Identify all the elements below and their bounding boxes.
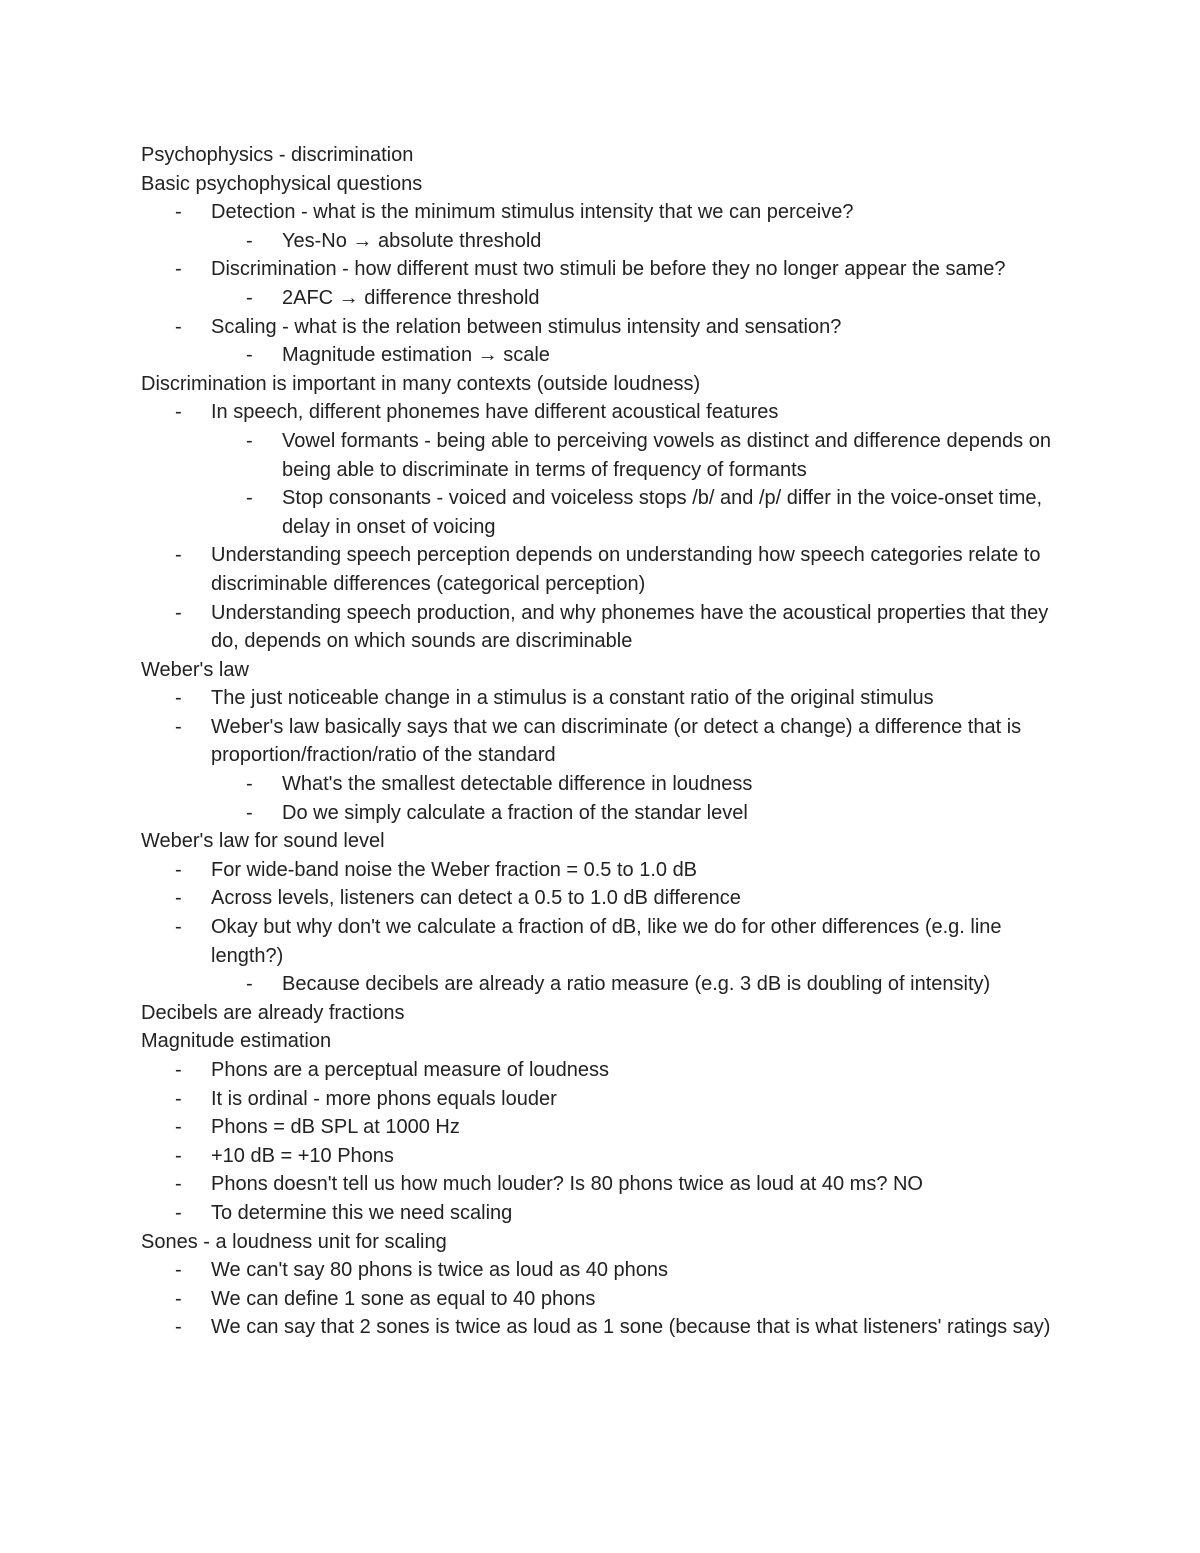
bullet-dash: - <box>246 229 253 252</box>
line-text: For wide-band noise the Weber fraction = 0.5 to 1.0 dB <box>211 858 698 881</box>
bullet-dash: - <box>175 258 182 281</box>
section-heading <box>141 656 1061 685</box>
line-text: Okay but why don't we calculate a fraction of dB, like we do for other differences (e.g. line length?) <box>211 916 1002 967</box>
bullet-item <box>141 1085 1061 1114</box>
bullet-item <box>141 1170 1061 1199</box>
bullet-dash: - <box>175 1144 182 1167</box>
bullet-item <box>141 970 1061 999</box>
line-text: 2AFC → difference threshold <box>282 286 540 309</box>
bullet-dash: - <box>175 544 182 567</box>
section-heading <box>141 170 1061 199</box>
bullet-item <box>141 484 1061 541</box>
line-text: Psychophysics - discrimination <box>141 144 414 166</box>
bullet-dash: - <box>175 858 182 881</box>
line-text: Across levels, listeners can detect a 0.5 to 1.0 dB difference <box>211 887 741 910</box>
bullet-item <box>141 398 1061 427</box>
line-text: Phons doesn't tell us how much louder? Is 80 phons twice as loud at 40 ms? NO <box>211 1173 923 1196</box>
bullet-item <box>141 599 1061 656</box>
bullet-dash: - <box>175 1259 182 1282</box>
line-text: Phons = dB SPL at 1000 Hz <box>211 1116 460 1139</box>
line-text: Sones - a loudness unit for scaling <box>141 1230 447 1253</box>
line-text: Vowel formants - being able to perceiving vowels as distinct and difference depends on being able to discriminate in terms of frequency of formants <box>282 429 1051 481</box>
section-heading <box>141 1228 1061 1257</box>
bullet-dash: - <box>246 487 253 510</box>
bullet-dash: - <box>175 916 182 939</box>
bullet-dash: - <box>175 1316 182 1339</box>
bullet-item <box>141 1313 1061 1342</box>
bullet-item <box>141 884 1061 913</box>
line-text: To determine this we need scaling <box>211 1201 513 1224</box>
section-heading <box>141 1027 1061 1056</box>
bullet-dash: - <box>175 315 182 338</box>
line-text: Stop consonants - voiced and voiceless stops /b/ and /p/ differ in the voice-onset time, delay in onset of voicing <box>282 487 1043 538</box>
line-text: Weber's law basically says that we can discriminate (or detect a change) a difference that is proportion/fraction/ratio of the standard <box>211 715 1022 767</box>
bullet-item <box>141 799 1061 828</box>
document-body <box>141 141 1061 1342</box>
bullet-item <box>141 198 1061 227</box>
bullet-dash: - <box>175 201 182 224</box>
bullet-item <box>141 913 1061 970</box>
bullet-item <box>141 284 1061 313</box>
bullet-dash: - <box>175 1201 182 1224</box>
bullet-dash: - <box>246 801 253 824</box>
bullet-dash: - <box>246 429 253 452</box>
bullet-item <box>141 227 1061 256</box>
line-text: Weber's law <box>141 658 249 681</box>
line-text: What's the smallest detectable difference in loudness <box>282 773 753 796</box>
section-heading <box>141 999 1061 1028</box>
line-text: Basic psychophysical questions <box>141 172 423 195</box>
bullet-dash: - <box>175 401 182 424</box>
line-text: Phons are a perceptual measure of loudness <box>211 1059 610 1081</box>
line-text: Understanding speech production, and why phonemes have the acoustical properties that they do, depends on which sounds are discriminable <box>211 601 1049 653</box>
bullet-dash: - <box>175 1087 182 1110</box>
line-text: Magnitude estimation <box>141 1030 332 1053</box>
bullet-dash: - <box>175 687 182 710</box>
bullet-item <box>141 770 1061 799</box>
bullet-item <box>141 255 1061 284</box>
bullet-dash: - <box>175 1116 182 1139</box>
line-text: +10 dB = +10 Phons <box>211 1144 394 1167</box>
bullet-item <box>141 1285 1061 1314</box>
line-text: We can say that 2 sones is twice as loud as 1 sone (because that is what listeners' ratings say) <box>211 1316 1051 1339</box>
bullet-dash: - <box>246 286 253 309</box>
line-text: We can define 1 sone as equal to 40 phons <box>211 1287 596 1310</box>
bullet-dash: - <box>175 1059 182 1081</box>
section-heading <box>141 141 1061 170</box>
bullet-dash: - <box>246 344 253 367</box>
bullet-item <box>141 1113 1061 1142</box>
line-text: The just noticeable change in a stimulus is a constant ratio of the original stimulus <box>211 687 934 710</box>
bullet-dash: - <box>246 973 253 996</box>
bullet-dash: - <box>175 601 182 624</box>
line-text: Discrimination - how different must two stimuli be before they no longer appear the same? <box>211 258 1006 281</box>
bullet-dash: - <box>175 715 182 738</box>
bullet-dash: - <box>175 1287 182 1310</box>
bullet-item <box>141 313 1061 342</box>
bullet-item <box>141 1056 1061 1085</box>
line-text: Yes-No → absolute threshold <box>282 229 542 252</box>
line-text: Because decibels are already a ratio measure (e.g. 3 dB is doubling of intensity) <box>282 973 991 996</box>
line-text: Weber's law for sound level <box>141 830 385 853</box>
line-text: It is ordinal - more phons equals louder <box>211 1087 557 1110</box>
bullet-item <box>141 1142 1061 1171</box>
bullet-item <box>141 856 1061 885</box>
bullet-item <box>141 684 1061 713</box>
line-text: Discrimination is important in many contexts (outside loudness) <box>141 372 701 395</box>
line-text: Understanding speech perception depends on understanding how speech categories relate to discriminable differences (categorical perception) <box>211 544 1041 595</box>
bullet-item <box>141 1256 1061 1285</box>
bullet-dash: - <box>175 887 182 910</box>
line-text: Decibels are already fractions <box>141 1001 405 1024</box>
bullet-item <box>141 341 1061 370</box>
section-heading <box>141 370 1061 399</box>
line-text: Scaling - what is the relation between stimulus intensity and sensation? <box>211 315 842 338</box>
bullet-item <box>141 427 1061 484</box>
line-text: Magnitude estimation → scale <box>282 344 550 367</box>
line-text: In speech, different phonemes have different acoustical features <box>211 401 779 424</box>
bullet-item <box>141 1199 1061 1228</box>
line-text: Detection - what is the minimum stimulus intensity that we can perceive? <box>211 201 854 224</box>
bullet-dash: - <box>246 773 253 796</box>
bullet-item <box>141 541 1061 598</box>
bullet-item <box>141 713 1061 770</box>
line-text: We can't say 80 phons is twice as loud as 40 phons <box>211 1259 669 1282</box>
bullet-dash: - <box>175 1173 182 1196</box>
section-heading <box>141 827 1061 856</box>
line-text: Do we simply calculate a fraction of the standar level <box>282 801 748 824</box>
